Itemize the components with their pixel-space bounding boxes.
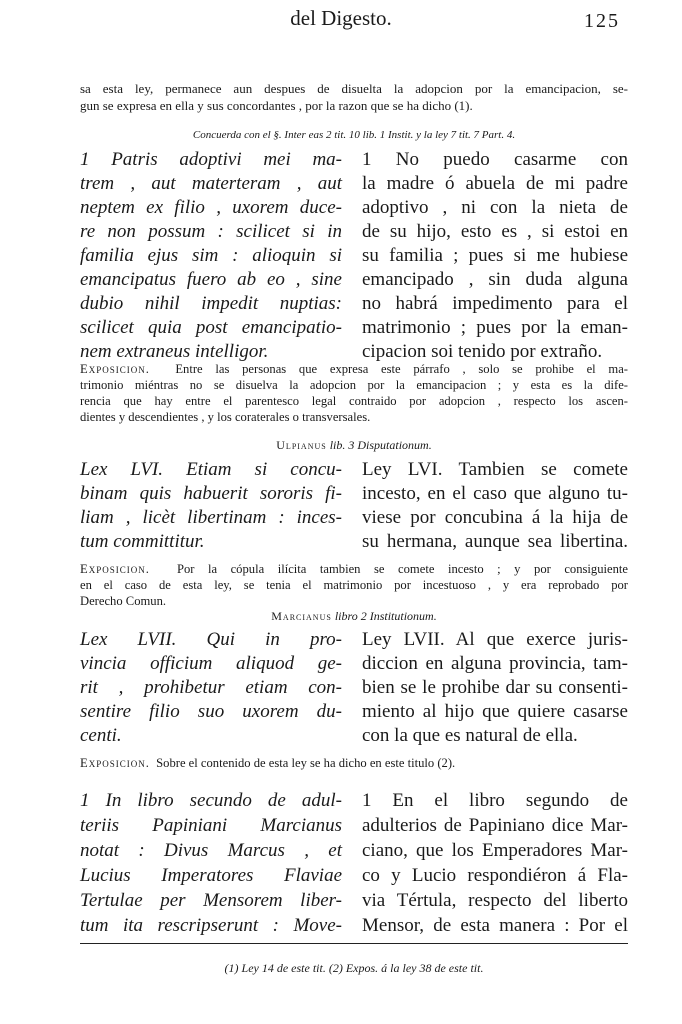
latin-line: Lucius Imperatores Flaviae	[80, 865, 342, 886]
spanish-column-section1	[362, 148, 628, 364]
source-author: Ulpianus	[276, 438, 327, 452]
latin-line: familia ejus sim : alioquin si	[80, 245, 342, 266]
spanish-line: Mensor, de esta manera : Por el	[362, 915, 628, 936]
intro-paragraph	[80, 80, 628, 114]
spanish-line: co y Lucio respondiéron á Fla-	[362, 865, 628, 886]
exposicion-section2	[80, 561, 628, 609]
intro-line: sa esta ley, permanece aun despues de disuelta la adopcion por la emancipacion, se-	[80, 81, 628, 96]
spanish-line: Ley LVII. Al que exerce juris-	[362, 629, 628, 650]
latin-line: binam quis habuerit sororis fi-	[80, 483, 342, 504]
spanish-line: miento al hijo que quiere casarse	[362, 701, 628, 722]
running-header: del Digesto.	[290, 6, 392, 30]
latin-line: tum committitur.	[80, 531, 205, 552]
latin-column-lex56	[80, 458, 342, 554]
latin-line: vincia officium aliquod ge-	[80, 653, 342, 674]
spanish-line: diccion en alguna provincia, tam-	[362, 653, 628, 674]
spanish-line: con la que es natural de ella.	[362, 725, 578, 746]
spanish-line: 1 No puedo casarme con	[362, 149, 628, 170]
source-work: libro 2 Institutionum.	[334, 609, 437, 623]
latin-line: notat : Divus Marcus , et	[80, 840, 342, 861]
latin-column-section4	[80, 788, 342, 938]
spanish-column-section4	[362, 788, 628, 938]
footnote-rule	[80, 943, 628, 944]
source-author: Marcianus	[271, 609, 332, 623]
spanish-column-ley57	[362, 628, 628, 748]
spanish-line: la madre ó abuela de mi padre	[362, 173, 628, 194]
source-heading-ulpianus	[80, 438, 628, 453]
latin-line: dubio nihil impedit nuptias:	[80, 293, 342, 314]
latin-line: teriis Papiniani Marcianus	[80, 815, 342, 836]
latin-line: neptem ex filio , uxorem duce-	[80, 197, 342, 218]
latin-line: emancipatus fuero ab eo , sine	[80, 269, 342, 290]
latin-line: 1 Patris adoptivi mei ma-	[80, 149, 342, 170]
exposicion-line: en el caso de esta ley, se tenia el matrimonio por incestuoso , y era reprobado por	[80, 578, 628, 592]
source-heading-marcianus	[80, 609, 628, 624]
exposicion-line: trimonio miéntras no se disuelva la adopcion por la emancipacion ; y esta es la dife-	[80, 378, 628, 392]
spanish-line: viese por concubina á la hija de	[362, 507, 628, 528]
latin-line: Lex LVI. Etiam si concu-	[80, 459, 342, 480]
spanish-line: no habrá impedimento para el	[362, 293, 628, 314]
latin-line: rit , prohibetur etiam con-	[80, 677, 342, 698]
exposicion-text: Sobre el contenido de esta ley se ha dicho en este titulo (2).	[156, 756, 456, 770]
exposicion-line: Derecho Comun.	[80, 594, 167, 608]
intro-line: gun se expresa en ella y sus concordantes , por la razon que se ha dicho (1).	[80, 98, 473, 113]
latin-line: tum ita rescripserunt : Move-	[80, 915, 342, 936]
exposicion-label: Exposicion.	[80, 756, 150, 770]
spanish-line: su familia ; pues si me hubiese	[362, 245, 628, 266]
latin-line: sentire filio suo uxorem du-	[80, 701, 342, 722]
spanish-line: 1 En el libro segundo de	[362, 790, 628, 811]
concordance-note: Concuerda con el §. Inter eas 2 tit. 10 lib. 1 Instit. y la ley 7 tit. 7 Part. 4.	[192, 129, 516, 141]
spanish-line: incesto, en el caso que alguno tu-	[362, 483, 628, 504]
spanish-line: adulterios de Papiniano dice Mar-	[362, 815, 628, 836]
latin-line: centi.	[80, 725, 122, 746]
latin-line: liam , licèt libertinam : inces-	[80, 507, 342, 528]
spanish-line: via Tértula, respecto del liberto	[362, 890, 628, 911]
spanish-line: de su hijo, esto es , si estoi en	[362, 221, 628, 242]
spanish-line: bien se le prohibe dar su consenti-	[362, 677, 628, 698]
exposicion-section3	[80, 755, 628, 771]
exposicion-line: rencia que hay entre el parentesco legal contraido por adopcion , respecto los ascen-	[80, 394, 628, 408]
latin-line: trem , aut materteram , aut	[80, 173, 342, 194]
spanish-line: matrimonio ; pues por la eman-	[362, 317, 628, 338]
latin-line: re non possum : scilicet si in	[80, 221, 342, 242]
latin-line: Tertulae per Mensorem liber-	[80, 890, 342, 911]
spanish-column-ley56	[362, 458, 628, 554]
spanish-line: ciano, que los Emperadores Mar-	[362, 840, 628, 861]
spanish-line: adoptivo , ni con la nieta de	[362, 197, 628, 218]
exposicion-label: Exposicion.	[80, 362, 150, 376]
spanish-line: Ley LVI. Tambien se comete	[362, 459, 628, 480]
latin-column-lex57	[80, 628, 342, 748]
exposicion-section1	[80, 361, 628, 425]
latin-line: nem extraneus intelligor.	[80, 341, 269, 362]
spanish-line: su hermana, aunque sea libertina.	[362, 531, 628, 552]
source-work: lib. 3 Disputationum.	[329, 438, 432, 452]
exposicion-text: Entre las personas que expresa este párrafo , solo se prohibe el ma-	[175, 362, 628, 376]
latin-line: scilicet quia post emancipatio-	[80, 317, 342, 338]
spanish-line: emancipado , sin duda alguna	[362, 269, 628, 290]
footnotes: (1) Ley 14 de este tit. (2) Expos. á la ley 38 de este tit.	[224, 961, 484, 975]
spanish-line: cipacion soi tenido por extraño.	[362, 341, 603, 362]
page-number: 125	[584, 10, 620, 32]
latin-line: Lex LVII. Qui in pro-	[80, 629, 342, 650]
exposicion-text: Por la cópula ilícita tambien se comete incesto ; y por consiguiente	[176, 562, 628, 576]
exposicion-line: dientes y descendientes , y los coraterales o transversales.	[80, 410, 371, 424]
latin-line: 1 In libro secundo de adul-	[80, 790, 342, 811]
latin-column-section1	[80, 148, 342, 364]
exposicion-label: Exposicion.	[80, 562, 150, 576]
